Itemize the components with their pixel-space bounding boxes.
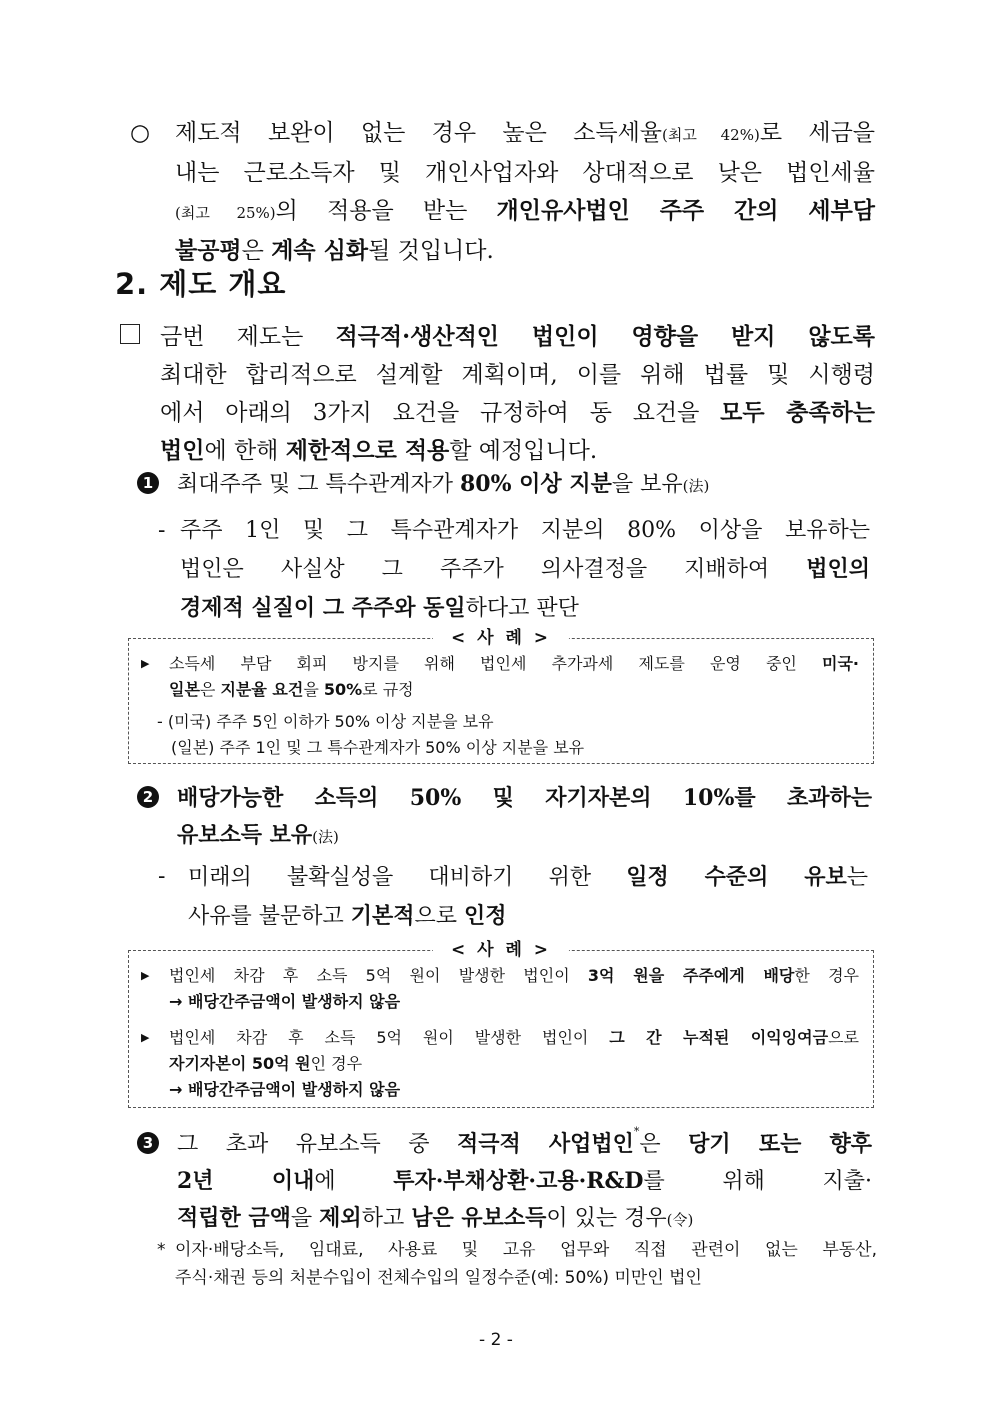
dash-bullet: -: [158, 518, 166, 543]
text-line: 미래의 불확실성을 대비하기 위한 일정 수준의 유보는: [188, 864, 868, 890]
text-line: 주식·채권 등의 처분수입이 전체수입의 일정수준(예: 50%) 미만인 법인: [175, 1268, 702, 1288]
example-box-1: [128, 628, 874, 764]
triangle-bullet-icon: ▶: [141, 657, 150, 670]
triangle-bullet-icon: ▶: [141, 1031, 150, 1044]
text-line: 사유를 불문하고 기본적으로 인정: [188, 903, 507, 929]
text-line: → 배당간주금액이 발생하지 않음: [169, 1080, 401, 1099]
text-line: 법인세 차감 후 소득 5억 원이 발생한 법인이 그 간 누적된 이익잉여금으로: [169, 1028, 859, 1047]
dash-bullet: -: [158, 864, 166, 889]
text-line: 이자·배당소득, 임대료, 사용료 및 고유 업무와 직접 관련이 없는 부동산,: [175, 1240, 877, 1260]
section-heading: 2. 제도 개요: [115, 267, 287, 301]
text-line: 일본은 지분율 요건을 50%로 규정: [169, 680, 414, 699]
example-box-title: < 사 례 >: [433, 937, 569, 963]
number-1-icon: 1: [137, 472, 159, 494]
text-line: 내는 근로소득자 및 개인사업자와 상대적으로 낮은 법인세율: [175, 160, 875, 186]
example-box-title: < 사 례 >: [433, 625, 569, 651]
triangle-bullet-icon: ▶: [141, 969, 150, 982]
text-line: 최대한 합리적으로 설계할 계획이며, 이를 위해 법률 및 시행령: [160, 362, 875, 388]
page-number: - 2 -: [479, 1330, 513, 1350]
text-line: 법인에 한해 제한적으로 적용할 예정입니다.: [160, 437, 598, 464]
text-line: 소득세 부담 회피 방지를 위해 법인세 추가과세 제도를 운영 중인 미국·: [169, 654, 859, 673]
text-line: 금번 제도는 적극적·생산적인 법인이 영향을 받지 않도록: [160, 323, 875, 350]
text-line: 적립한 금액을 제외하고 남은 유보소득이 있는 경우(令): [177, 1205, 694, 1231]
example-box-2: [128, 940, 874, 1108]
text-line: 에서 아래의 3가지 요건을 규정하여 동 요건을 모두 충족하는: [160, 399, 875, 426]
text-line: 배당가능한 소득의 50% 및 자기자본의 10%를 초과하는: [177, 785, 872, 811]
footnote-marker: *: [157, 1240, 166, 1260]
number-3-icon: 3: [137, 1132, 159, 1154]
text-line: 최대주주 및 그 특수관계자가 80% 이상 지분을 보유(法): [177, 471, 710, 497]
text-line: (일본) 주주 1인 및 그 특수관계자가 50% 이상 지분을 보유: [171, 738, 585, 757]
text-line: 유보소득 보유(法): [177, 822, 339, 848]
text-line: 법인세 차감 후 소득 5억 원이 발생한 법인이 3억 원을 주주에게 배당한 경우: [169, 966, 859, 985]
text-line: - (미국) 주주 5인 이하가 50% 이상 지분을 보유: [157, 712, 494, 731]
text-line: 법인은 사실상 그 주주가 의사결정을 지배하여 법인의: [180, 556, 870, 582]
text-line: 2년 이내에 투자·부채상환·고용·R&D를 위해 지출·: [177, 1168, 872, 1194]
text-line: 불공평은 계속 심화될 것입니다.: [175, 237, 494, 264]
text-line: (최고 25%)의 적용을 받는 개인유사법인 주주 간의 세부담: [175, 197, 875, 224]
text-line: 주주 1인 및 그 특수관계자가 지분의 80% 이상을 보유하는: [180, 518, 870, 543]
number-2-icon: 2: [137, 786, 159, 808]
text-line: 그 초과 유보소득 중 적극적 사업법인*은 당기 또는 향후: [177, 1125, 872, 1157]
text-line: 자기자본이 50억 원인 경우: [169, 1054, 363, 1073]
text-line: 경제적 실질이 그 주주와 동일하다고 판단: [180, 595, 579, 621]
square-bullet-icon: [120, 324, 140, 344]
example-row: [157, 709, 757, 761]
circle-bullet-icon: ○: [130, 120, 151, 146]
text-line: → 배당간주금액이 발생하지 않음: [169, 992, 401, 1011]
text-line: 제도적 보완이 없는 경우 높은 소득세율(최고 42%)로 세금을: [175, 120, 876, 146]
